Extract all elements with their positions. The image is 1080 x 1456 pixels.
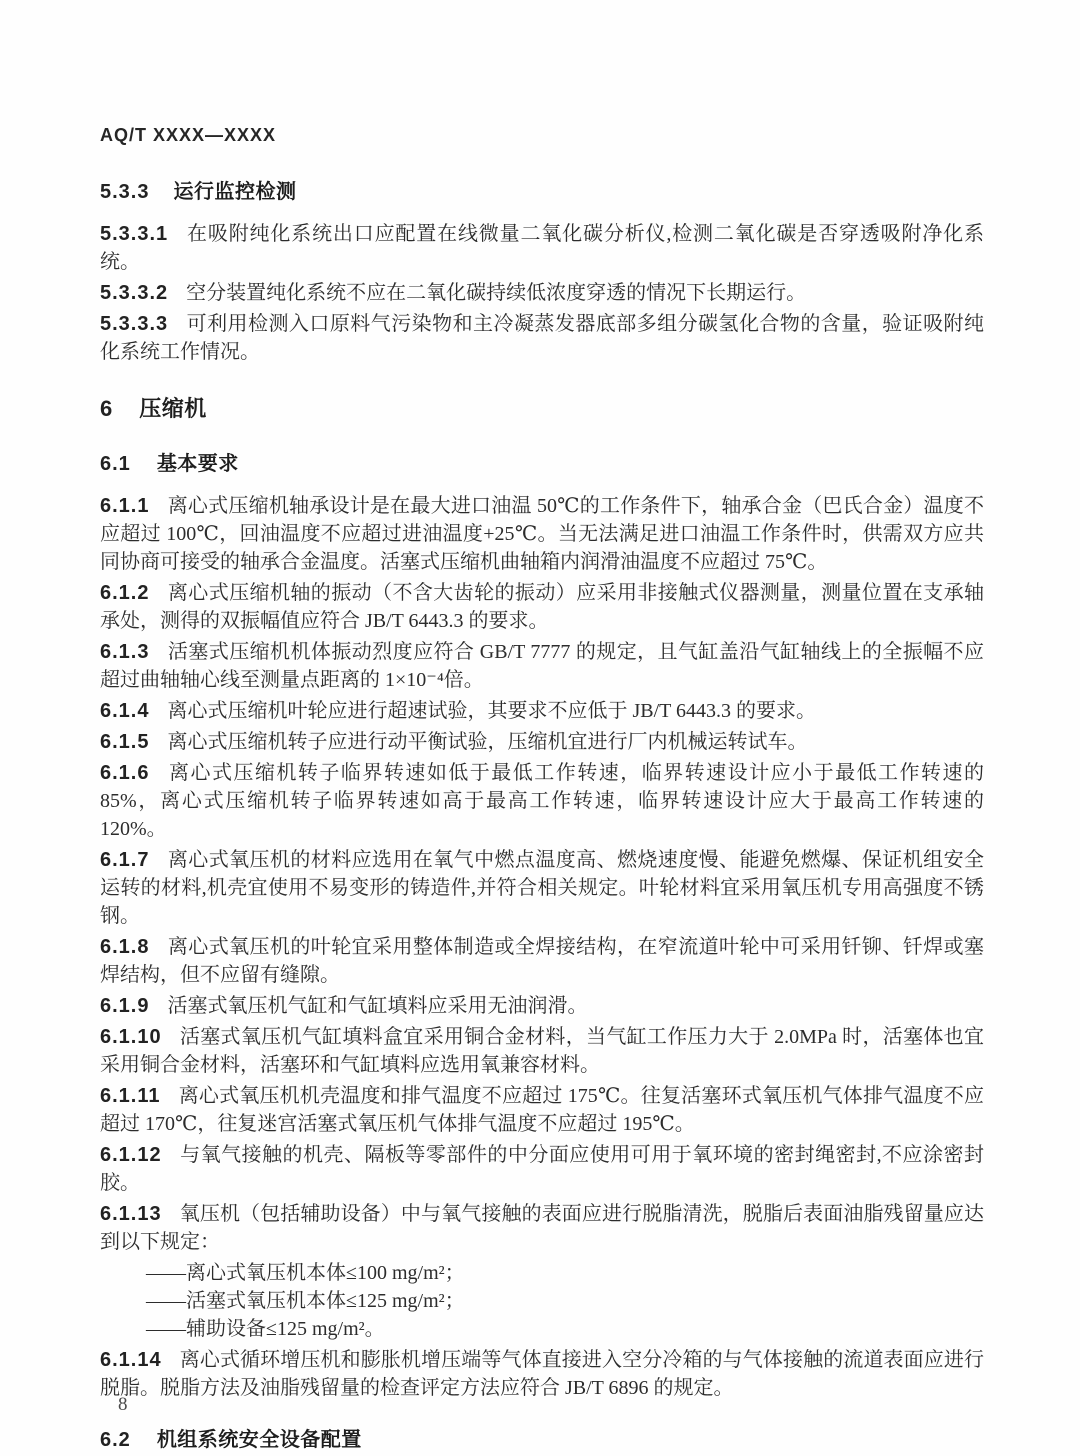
section-heading [100, 450, 984, 478]
section-heading [100, 394, 984, 424]
clause-paragraph [100, 638, 984, 694]
document-header-designation: AQ/T XXXX—XXXX [100, 125, 277, 145]
clause-number: 6.1.14 [100, 1349, 162, 1371]
clause-number: 6.1.2 [100, 582, 150, 604]
clause-paragraph [100, 220, 984, 276]
clause-text: 在吸附纯化系统出口应配置在线微量二氧化碳分析仪,检测二氧化碳是否穿透吸附净化系统。 [100, 223, 984, 273]
list-item [100, 1315, 984, 1343]
clause-text: 离心式压缩机转子应进行动平衡试验，压缩机宜进行厂内机械运转试车。 [167, 731, 808, 753]
clause-number: 5.3.3.1 [100, 223, 169, 245]
clause-number: 6.2 [100, 1429, 131, 1451]
clause-number: 5.3.3.2 [100, 282, 169, 304]
clause-number: 6.1 [100, 453, 131, 475]
clause-paragraph [100, 1346, 984, 1402]
list-item-text: ——辅助设备≤125 mg/m²。 [146, 1318, 385, 1340]
clause-text: 机组系统安全设备配置 [156, 1429, 362, 1451]
clause-number: 6.1.9 [100, 995, 150, 1017]
clause-paragraph [100, 492, 984, 576]
list-item [100, 1259, 984, 1287]
clause-paragraph [100, 1023, 984, 1079]
clause-number: 6.1.3 [100, 641, 150, 663]
clause-number: 6.1.12 [100, 1144, 162, 1166]
list-item-text: ——离心式氧压机本体≤100 mg/m²； [146, 1262, 465, 1284]
clause-paragraph [100, 992, 984, 1020]
clause-paragraph [100, 1141, 984, 1197]
clause-number: 5.3.3 [100, 181, 150, 203]
clause-text: 离心式压缩机叶轮应进行超速试验，其要求不应低于 JB/T 6443.3 的要求。 [167, 700, 817, 722]
page-number: 8 [118, 1394, 128, 1415]
clause-text: 氧压机（包括辅助设备）中与氧气接触的表面应进行脱脂清洗，脱脂后表面油脂残留量应达到以下规定： [100, 1203, 984, 1253]
clause-number: 6.1.6 [100, 762, 150, 784]
clause-number: 6.1.5 [100, 731, 150, 753]
clause-text: 运行监控检测 [173, 181, 297, 203]
clause-number: 6.1.7 [100, 849, 150, 871]
clause-paragraph [100, 846, 984, 930]
clause-number: 6.1.4 [100, 700, 150, 722]
clause-text: 离心式循环增压机和膨胀机增压端等气体直接进入空分冷箱的与气体接触的流道表面应进行脱脂。脱脂方法及油脂残留量的检查评定方法应符合 JB/T 6896 的规定。 [100, 1349, 984, 1399]
clause-paragraph [100, 728, 984, 756]
clause-paragraph [100, 1200, 984, 1256]
clause-text: 离心式压缩机轴承设计是在最大进口油温 50℃的工作条件下，轴承合金（巴氏合金）温度不应超过 100℃，回油温度不应超过进油温度+25℃。当无法满足进口油温工作条件时，供需双方应共同协商可接受的轴承合金温度。活塞式压缩机曲轴箱内润滑油温度不应超过 75℃。 [100, 495, 984, 573]
clause-number: 5.3.3.3 [100, 313, 169, 335]
clause-paragraph [100, 579, 984, 635]
list-item-text: ——活塞式氧压机本体≤125 mg/m²； [146, 1290, 465, 1312]
clause-number: 6.1.11 [100, 1085, 161, 1107]
clause-paragraph [100, 697, 984, 725]
clause-text: 活塞式氧压机气缸填料盒宜采用铜合金材料，当气缸工作压力大于 2.0MPa 时，活塞体也宜采用铜合金材料，活塞环和气缸填料应选用氧兼容材料。 [100, 1026, 984, 1076]
clause-number: 6 [100, 396, 114, 421]
clause-paragraph [100, 310, 984, 366]
clause-number: 6.1.1 [100, 495, 150, 517]
clause-text: 基本要求 [156, 453, 239, 475]
clause-text: 空分装置纯化系统不应在二氧化碳持续低浓度穿透的情况下长期运行。 [186, 282, 807, 304]
clause-number: 6.1.13 [100, 1203, 162, 1225]
list-item [100, 1287, 984, 1315]
section-heading [100, 178, 984, 206]
clause-text: 活塞式氧压机气缸和气缸填料应采用无油润滑。 [167, 995, 588, 1017]
clause-paragraph [100, 279, 984, 307]
clause-text: 可利用检测入口原料气污染物和主冷凝蒸发器底部多组分碳氢化合物的含量，验证吸附纯化系统工作情况。 [100, 313, 984, 363]
document-body [100, 178, 984, 1454]
clause-text: 离心式氧压机的材料应选用在氧气中燃点温度高、燃烧速度慢、能避免燃爆、保证机组安全运转的材料,机壳宜使用不易变形的铸造件,并符合相关规定。叶轮材料宜采用氧压机专用高强度不锈钢。 [100, 849, 984, 927]
clause-paragraph [100, 1082, 984, 1138]
clause-text: 活塞式压缩机机体振动烈度应符合 GB/T 7777 的规定，且气缸盖沿气缸轴线上的全振幅不应超过曲轴轴心线至测量点距离的 1×10⁻⁴倍。 [100, 641, 984, 691]
section-heading [100, 1426, 984, 1454]
clause-number: 6.1.8 [100, 936, 150, 958]
clause-text: 离心式氧压机机壳温度和排气温度不应超过 175℃。往复活塞环式氧压机气体排气温度不应超过 170℃，往复迷宫活塞式氧压机气体排气温度不应超过 195℃。 [100, 1085, 984, 1135]
clause-text: 压缩机 [139, 396, 207, 421]
clause-paragraph [100, 759, 984, 843]
clause-paragraph [100, 933, 984, 989]
clause-text: 离心式压缩机轴的振动（不含大齿轮的振动）应采用非接触式仪器测量，测量位置在支承轴承处，测得的双振幅值应符合 JB/T 6443.3 的要求。 [100, 582, 984, 632]
clause-text: 离心式压缩机转子临界转速如低于最低工作转速，临界转速设计应小于最低工作转速的 85%，离心式压缩机转子临界转速如高于最高工作转速，临界转速设计应大于最高工作转速的 120%。 [100, 762, 984, 840]
clause-number: 6.1.10 [100, 1026, 162, 1048]
clause-text: 离心式氧压机的叶轮宜采用整体制造或全焊接结构，在窄流道叶轮中可采用钎铆、钎焊或塞焊结构，但不应留有缝隙。 [100, 936, 984, 986]
clause-text: 与氧气接触的机壳、隔板等零部件的中分面应使用可用于氧环境的密封绳密封,不应涂密封胶。 [100, 1144, 984, 1194]
